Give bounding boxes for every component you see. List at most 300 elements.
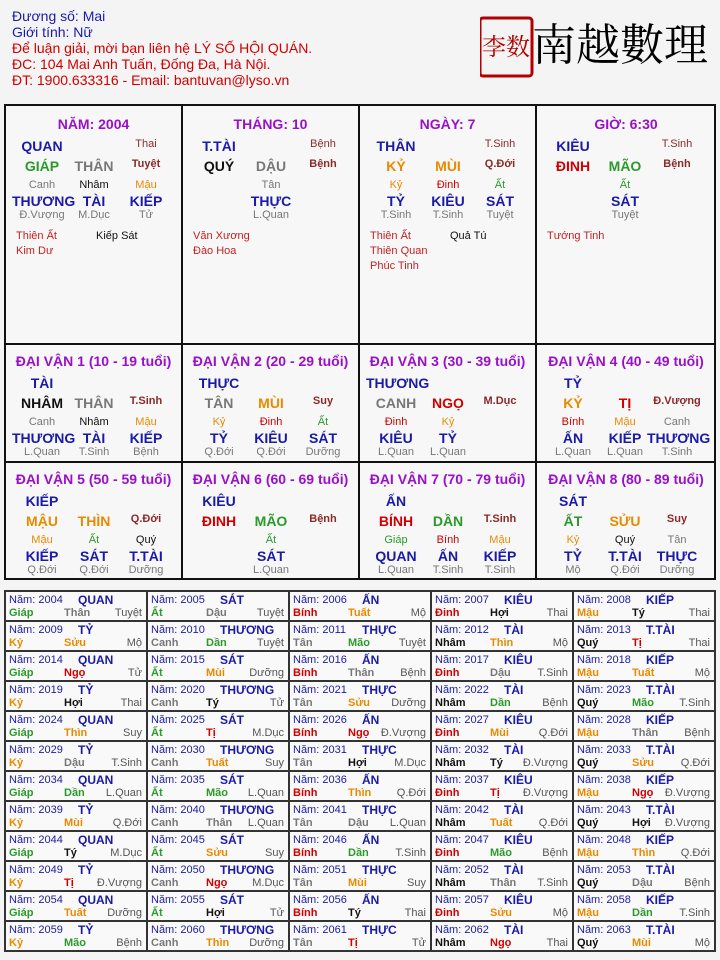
year-god: T.TÀI [646,863,675,877]
name-line: Đương số: Mai [12,8,106,24]
year-label: Năm: 2025 [151,714,205,726]
year-branch: Mão [64,937,86,949]
cell-text: THỰC [250,193,292,209]
cell-text: MÙI [435,158,461,174]
cell-text: Mậu [31,534,53,546]
year-phase: L.Quan [105,787,142,799]
cell-text: TỶ [564,375,582,391]
stars-left [370,229,427,274]
year-phase: Đ.Vượng [664,817,710,829]
cell-text: KIẾP [483,548,517,564]
year-stem: Mậu [577,907,599,919]
row-r5 [6,564,181,580]
year-branch: Mão [632,697,654,709]
year-stem: Đinh [435,727,460,739]
cell-text: DẬU [255,158,287,174]
year-phase: Q.Đới [112,817,142,829]
year-phase: Bệnh [684,727,710,739]
year-branch: Tý [490,757,503,769]
year-branch: Tý [64,847,77,859]
year-stem: Ất [151,787,163,799]
year-cell [431,591,573,621]
cell-text: T.Sinh [129,395,163,407]
year-stem: Nhâm [435,637,466,649]
cell-text: Kỷ [566,534,580,546]
row-r5 [537,209,715,225]
year-stem: Kỷ [9,757,24,769]
cell-text: Bệnh [309,513,337,525]
year-label: Năm: 2056 [293,894,347,906]
year-phase: Mộ [694,667,710,679]
cell-text: T.Sinh [484,138,516,150]
year-label: Năm: 2034 [9,774,63,786]
star-item: Thiên Ất [370,230,411,242]
year-phase: Mộ [410,607,426,619]
cell-text: TỶ [439,430,457,446]
year-god: THỰC [362,803,397,817]
year-god: TÀI [504,863,524,877]
year-cell [147,921,289,951]
year-phase: Suy [265,847,284,859]
cell-text: QUAN [21,138,63,154]
cell-text: BÍNH [378,513,414,529]
year-stem: Giáp [9,787,34,799]
block-title: ĐẠI VẬN 2 (20 - 29 tuổi) [192,353,349,369]
year-branch: Hợi [490,607,509,619]
year-stem: Bính [293,727,318,739]
year-god: KIẾP [646,593,675,607]
year-label: Năm: 2014 [9,654,63,666]
cell-text: SÁT [611,193,639,209]
cell-text: T.Sinh [432,564,464,576]
cell-text: Q.Đới [610,564,640,576]
cell-text: KIẾP [608,430,642,446]
year-branch: Mão [348,637,370,649]
dai-van-cell [537,463,715,579]
year-god: THỰC [362,923,397,937]
block-title: ĐẠI VẬN 3 (30 - 39 tuổi) [369,353,526,369]
year-stem: Canh [151,937,179,949]
cell-text: NHÂM [21,395,63,411]
cell-text: SÁT [257,548,285,564]
row-r1 [360,375,535,391]
year-phase: Q.Đới [538,727,568,739]
cell-text: Tuyệt [611,209,639,221]
cell-text: KIÊU [202,493,236,509]
cell-text: MÃO [608,158,642,174]
year-stem: Tân [293,757,313,769]
year-branch: Mùi [348,877,367,889]
row-r1 [183,493,358,509]
cell-text: TÀI [30,375,54,391]
year-label: Năm: 2042 [435,804,489,816]
year-cell [5,621,147,651]
year-cell [5,891,147,921]
stars-right [450,229,487,244]
phone-line: ĐT: 1900.633316 - Email: bantuvan@lyso.vn [12,72,290,88]
year-stem: Bính [293,787,318,799]
year-label: Năm: 2044 [9,834,63,846]
row-r4 [360,430,535,446]
year-phase: Bệnh [542,847,568,859]
year-cell [573,741,715,771]
year-god: QUAN [78,593,114,607]
year-god: KIẾP [646,653,675,667]
year-god: THỰC [362,683,397,697]
cell-text: THƯƠNG [366,375,430,391]
cell-text: THÂN [376,138,416,154]
block-title: ĐẠI VẬN 6 (60 - 69 tuổi) [192,471,349,487]
year-branch: Tị [348,937,358,949]
year-god: ẤN [362,713,380,727]
cell-text: ĐINH [555,158,591,174]
cell-text: KIẾP [129,430,163,446]
year-phase: L.Quan [389,817,426,829]
row-r4 [183,548,358,564]
year-label: Năm: 2033 [577,744,631,756]
year-stem: Kỷ [9,877,24,889]
year-stem: Kỷ [9,637,24,649]
cell-text: T.Sinh [661,138,693,150]
year-cell [147,711,289,741]
year-label: Năm: 2059 [9,924,63,936]
year-label: Năm: 2015 [151,654,205,666]
row-r4 [6,430,181,446]
year-branch: Sửu [206,847,229,859]
year-branch: Tuất [348,607,371,619]
year-label: Năm: 2040 [151,804,205,816]
year-label: Năm: 2013 [577,624,631,636]
cell-text: Mộ [565,564,581,576]
year-cell [5,921,147,951]
cell-text: CANH [375,395,417,411]
cell-text: KIÊU [431,193,465,209]
year-stem: Giáp [9,907,34,919]
year-cell [573,621,715,651]
row-r4 [360,193,535,209]
cell-text: Nhâm [79,416,109,428]
year-phase: Dưỡng [249,937,284,949]
pillar [360,106,537,343]
year-branch: Thìn [206,937,230,949]
cell-text: T.Sinh [484,564,516,576]
address-line: ĐC: 104 Mai Anh Tuấn, Đống Đa, Hà Nội. [12,56,271,72]
cell-text: Mậu [135,416,157,428]
year-stem: Mậu [577,667,599,679]
year-god: THƯƠNG [220,623,275,637]
year-label: Năm: 2024 [9,714,63,726]
cell-text: KỶ [386,158,406,174]
year-stem: Ất [151,847,163,859]
year-god: ẤN [362,773,380,787]
cell-text: T.Sinh [380,209,412,221]
cell-text: SỬU [609,513,641,529]
cell-text: Tử [138,209,154,221]
row-r2 [360,513,535,529]
year-label: Năm: 2048 [577,834,631,846]
year-branch: Mão [206,787,228,799]
cell-text: SÁT [80,548,108,564]
year-branch: Mão [490,847,512,859]
year-branch: Tị [64,877,74,889]
row-r5 [537,446,715,462]
year-phase: Suy [407,877,426,889]
year-stem: Tân [293,697,313,709]
year-phase: M.Dục [394,757,426,769]
year-label: Năm: 2053 [577,864,631,876]
star-item: Văn Xương [193,230,250,242]
year-phase: Tử [269,697,284,709]
cell-text: L.Quan [554,446,592,458]
dai-van-cell [183,463,360,579]
cell-text: ĐINH [201,513,237,529]
year-phase: M.Dục [252,877,284,889]
cell-text: Kỷ [212,416,226,428]
stars-left [547,229,604,244]
year-phase: Dưỡng [391,697,426,709]
year-god: KIÊU [504,713,533,727]
year-cell [431,711,573,741]
year-stem: Giáp [9,727,34,739]
year-branch: Hợi [206,907,225,919]
year-god: T.TÀI [646,743,675,757]
cell-text: ẤN [437,548,459,564]
cell-text: Kỷ [389,179,403,191]
year-phase: T.Sinh [395,847,426,859]
cell-text: Kỷ [441,416,455,428]
year-stem: Nhâm [435,817,466,829]
year-label: Năm: 2032 [435,744,489,756]
year-god: QUAN [78,713,114,727]
year-cell [147,681,289,711]
year-phase: Tuyệt [256,607,284,619]
row-r2 [183,513,358,529]
year-branch: Ngọ [632,787,654,799]
cell-text: THÂN [74,395,114,411]
year-branch: Dậu [206,607,227,619]
year-cell [289,651,431,681]
year-stem: Quý [577,637,599,649]
year-stem: Mậu [577,787,599,799]
year-god: KIÊU [504,893,533,907]
cell-text: ẤN [385,493,407,509]
year-cell [289,801,431,831]
year-stem: Đinh [435,907,460,919]
year-phase: T.Sinh [537,877,568,889]
year-cell [431,891,573,921]
year-cell [573,831,715,861]
year-phase: Thai [546,607,568,619]
year-stem: Canh [151,877,179,889]
row-r1 [183,375,358,391]
year-cell [431,831,573,861]
year-cell [5,741,147,771]
year-branch: Dậu [348,817,369,829]
year-god: ẤN [362,593,380,607]
year-label: Năm: 2039 [9,804,63,816]
year-cell [289,621,431,651]
year-god: THỰC [362,623,397,637]
year-god: TỶ [78,863,94,877]
year-stem: Quý [577,877,599,889]
dai-van-cell [183,345,360,461]
row-r1 [537,138,715,154]
cell-text: Ất [317,416,329,428]
year-stem: Ất [151,907,163,919]
year-label: Năm: 2062 [435,924,489,936]
dai-van-cell [360,345,537,461]
year-phase: Thai [120,697,142,709]
cell-text: TÂN [204,395,234,411]
year-god: QUAN [78,893,114,907]
year-branch: Thân [64,607,91,619]
year-god: SÁT [220,893,244,907]
year-phase: T.Sinh [679,907,710,919]
year-stem: Giáp [9,847,34,859]
row-r5 [183,564,358,580]
row-r5 [360,446,535,462]
year-label: Năm: 2063 [577,924,631,936]
cell-text: TÀI [82,193,106,209]
year-phase: Tuyệt [114,607,142,619]
year-label: Năm: 2030 [151,744,205,756]
year-stem: Kỷ [9,817,24,829]
cell-text: Q.Đới [27,564,57,576]
row-r4 [183,430,358,446]
cell-text: QUAN [375,548,417,564]
year-phase: Q.Đới [396,787,426,799]
cell-text: THƯƠNG [647,430,711,446]
year-phase: M.Dục [252,727,284,739]
year-stem: Kỷ [9,937,24,949]
cell-text: Mậu [489,534,511,546]
year-label: Năm: 2022 [435,684,489,696]
cell-text: L.Quan [23,446,61,458]
year-phase: Thai [546,937,568,949]
year-phase: T.Sinh [111,757,142,769]
year-cell [431,741,573,771]
year-cell [147,741,289,771]
row-r2 [537,395,715,411]
cell-text: Ất [619,179,631,191]
year-branch: Thìn [632,847,656,859]
pillar [537,106,715,343]
year-phase: Tuyệt [256,637,284,649]
cell-text: Dưỡng [128,564,164,576]
year-stem: Quý [577,937,599,949]
year-label: Năm: 2010 [151,624,205,636]
year-branch: Sửu [64,637,87,649]
year-branch: Tuất [206,757,229,769]
year-label: Năm: 2021 [293,684,347,696]
year-god: TÀI [504,923,524,937]
block-title: ĐẠI VẬN 5 (50 - 59 tuổi) [15,471,172,487]
year-branch: Mùi [632,937,651,949]
year-branch: Thân [632,727,659,739]
year-branch: Sửu [490,907,513,919]
year-cell [289,711,431,741]
year-phase: Tử [269,907,284,919]
year-phase: Đ.Vượng [380,727,426,739]
year-label: Năm: 2018 [577,654,631,666]
cell-text: Canh [28,416,56,428]
year-god: QUAN [78,653,114,667]
year-cell [289,591,431,621]
year-phase: Bệnh [542,697,568,709]
year-god: KIÊU [504,833,533,847]
cell-text: Ất [88,534,100,546]
pillar [6,106,183,343]
cell-text: Q.Đới [130,513,162,525]
year-god: THƯƠNG [220,803,275,817]
year-branch: Tị [206,727,216,739]
cell-text: Bệnh [133,446,159,458]
year-stem: Canh [151,697,179,709]
year-label: Năm: 2007 [435,594,489,606]
year-branch: Tý [632,607,645,619]
cell-text: SÁT [486,193,514,209]
cell-text: Nhâm [79,179,109,191]
year-cell [5,651,147,681]
year-branch: Dần [64,787,85,799]
cell-text: T.TÀI [608,548,642,564]
cell-text: SÁT [559,493,587,509]
year-stem: Đinh [435,667,460,679]
year-phase: Q.Đới [680,847,710,859]
year-phase: Suy [123,727,142,739]
star-item: Phúc Tinh [370,260,419,272]
cell-text: Ất [265,534,277,546]
year-label: Năm: 2017 [435,654,489,666]
year-branch: Dậu [490,667,511,679]
year-branch: Dần [348,847,369,859]
cell-text: Dưỡng [659,564,695,576]
cell-text: Đ.Vượng [653,395,701,407]
year-god: QUAN [78,833,114,847]
year-god: THƯƠNG [220,863,275,877]
block-title: ĐẠI VẬN 8 (80 - 89 tuổi) [548,471,704,487]
year-god: TÀI [504,803,524,817]
year-stem: Mậu [577,847,599,859]
year-stem: Mậu [577,607,599,619]
row-r4 [6,193,181,209]
row-r2 [6,513,181,529]
year-label: Năm: 2043 [577,804,631,816]
year-phase: Đ.Vượng [522,787,568,799]
dai-van-cell [6,345,183,461]
year-phase: Dưỡng [249,667,284,679]
year-god: THƯƠNG [220,683,275,697]
year-cell [147,861,289,891]
cell-text: TÀI [82,430,106,446]
year-label: Năm: 2006 [293,594,347,606]
year-cell [289,921,431,951]
year-stem: Tân [293,937,313,949]
year-branch: Tuất [632,667,655,679]
year-cell [147,621,289,651]
year-god: T.TÀI [646,623,675,637]
pillar [183,106,360,343]
year-phase: L.Quan [247,787,284,799]
cell-text: KIẾP [129,193,163,209]
year-god: ẤN [362,893,380,907]
year-cell [573,801,715,831]
year-god: KIÊU [504,653,533,667]
year-branch: Ngọ [490,937,512,949]
cell-text: Bệnh [663,158,691,170]
year-branch: Mùi [206,667,225,679]
year-branch: Tý [206,697,219,709]
